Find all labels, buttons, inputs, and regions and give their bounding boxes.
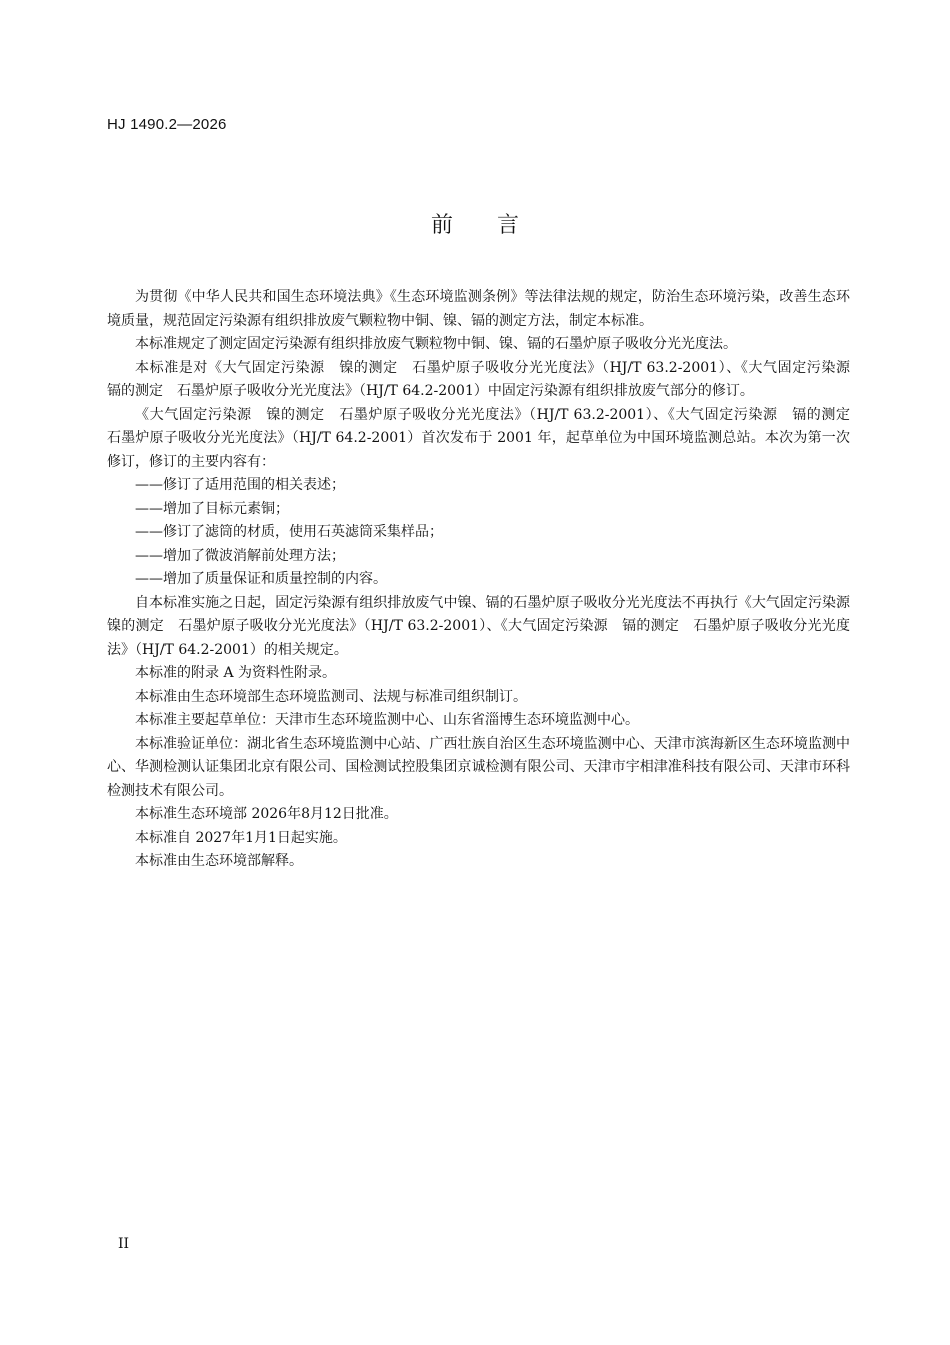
document-code: HJ 1490.2—2026 xyxy=(107,116,227,133)
list-item-revision: ——增加了质量保证和质量控制的内容。 xyxy=(135,571,387,587)
paragraph-history: 《大气固定污染源 镍的测定 石墨炉原子吸收分光光度法》（HJ/T 63.2-2001）、《大气固定污染源 镉的测定 石墨炉原子吸收分光光度法》（HJ/T 64.2-2001）首次发布于 2001 年，起草单位为中国环境监测总站。本次为第一次修订，修订的主要内容有： xyxy=(107,406,864,470)
paragraph-revision-of: 本标准是对《大气固定污染源 镍的测定 石墨炉原子吸收分光光度法》（HJ/T 63.2-2001）、《大气固定污染源 镉的测定 石墨炉原子吸收分光光度法》（HJ/T 64.2-2001）中固定污染源有组织排放废气部分的修订。 xyxy=(107,359,864,399)
page-number: II xyxy=(118,1236,130,1252)
list-item-revision: ——增加了目标元素铜； xyxy=(135,500,289,517)
paragraph-effective-date: 本标准自 2027年1月1日起实施。 xyxy=(135,829,347,846)
paragraph-organizer: 本标准由生态环境部生态环境监测司、法规与标准司组织制订。 xyxy=(135,688,527,705)
paragraph-scope: 本标准规定了测定固定污染源有组织排放废气颗粒物中铜、镍、镉的石墨炉原子吸收分光光度法。 xyxy=(135,336,737,352)
paragraph-approval: 本标准生态环境部 2026年8月12日批准。 xyxy=(135,806,398,822)
paragraph-validators: 本标准验证单位：湖北省生态环境监测中心站、广西壮族自治区生态环境监测中心、天津市滨海新区生态环境监测中心、华测检测认证集团北京有限公司、国检测试控股集团京诚检测有限公司、天津市宇相津准科技有限公司、天津市环科检测技术有限公司。 xyxy=(107,735,850,799)
list-item-revision: ——修订了适用范围的相关表述； xyxy=(135,477,345,493)
page-title: 前言 xyxy=(430,213,563,238)
paragraph-supersedes: 自本标准实施之日起，固定污染源有组织排放废气中镍、镉的石墨炉原子吸收分光光度法不再执行《大气固定污染源 镍的测定 石墨炉原子吸收分光光度法》（HJ/T 63.2-2001）、《大气固定污染源 镉的测定 石墨炉原子吸收分光光度法》（HJ/T 64.2-2001）的相关规定。 xyxy=(107,594,864,658)
paragraph-appendix: 本标准的附录 A 为资料性附录。 xyxy=(135,665,337,681)
paragraph-interpretation: 本标准由生态环境部解释。 xyxy=(135,853,303,869)
foreword-body xyxy=(107,286,864,874)
list-item-revision: ——修订了滤筒的材质，使用石英滤筒采集样品； xyxy=(135,524,443,540)
paragraph-drafters: 本标准主要起草单位：天津市生态环境监测中心、山东省淄博生态环境监测中心。 xyxy=(135,712,639,728)
paragraph-purpose: 为贯彻《中华人民共和国生态环境法典》《生态环境监测条例》等法律法规的规定，防治生态环境污染，改善生态环境质量，规范固定污染源有组织排放废气颗粒物中铜、镍、镉的测定方法，制定本标准。 xyxy=(107,289,850,329)
list-item-revision: ——增加了微波消解前处理方法； xyxy=(135,547,345,564)
